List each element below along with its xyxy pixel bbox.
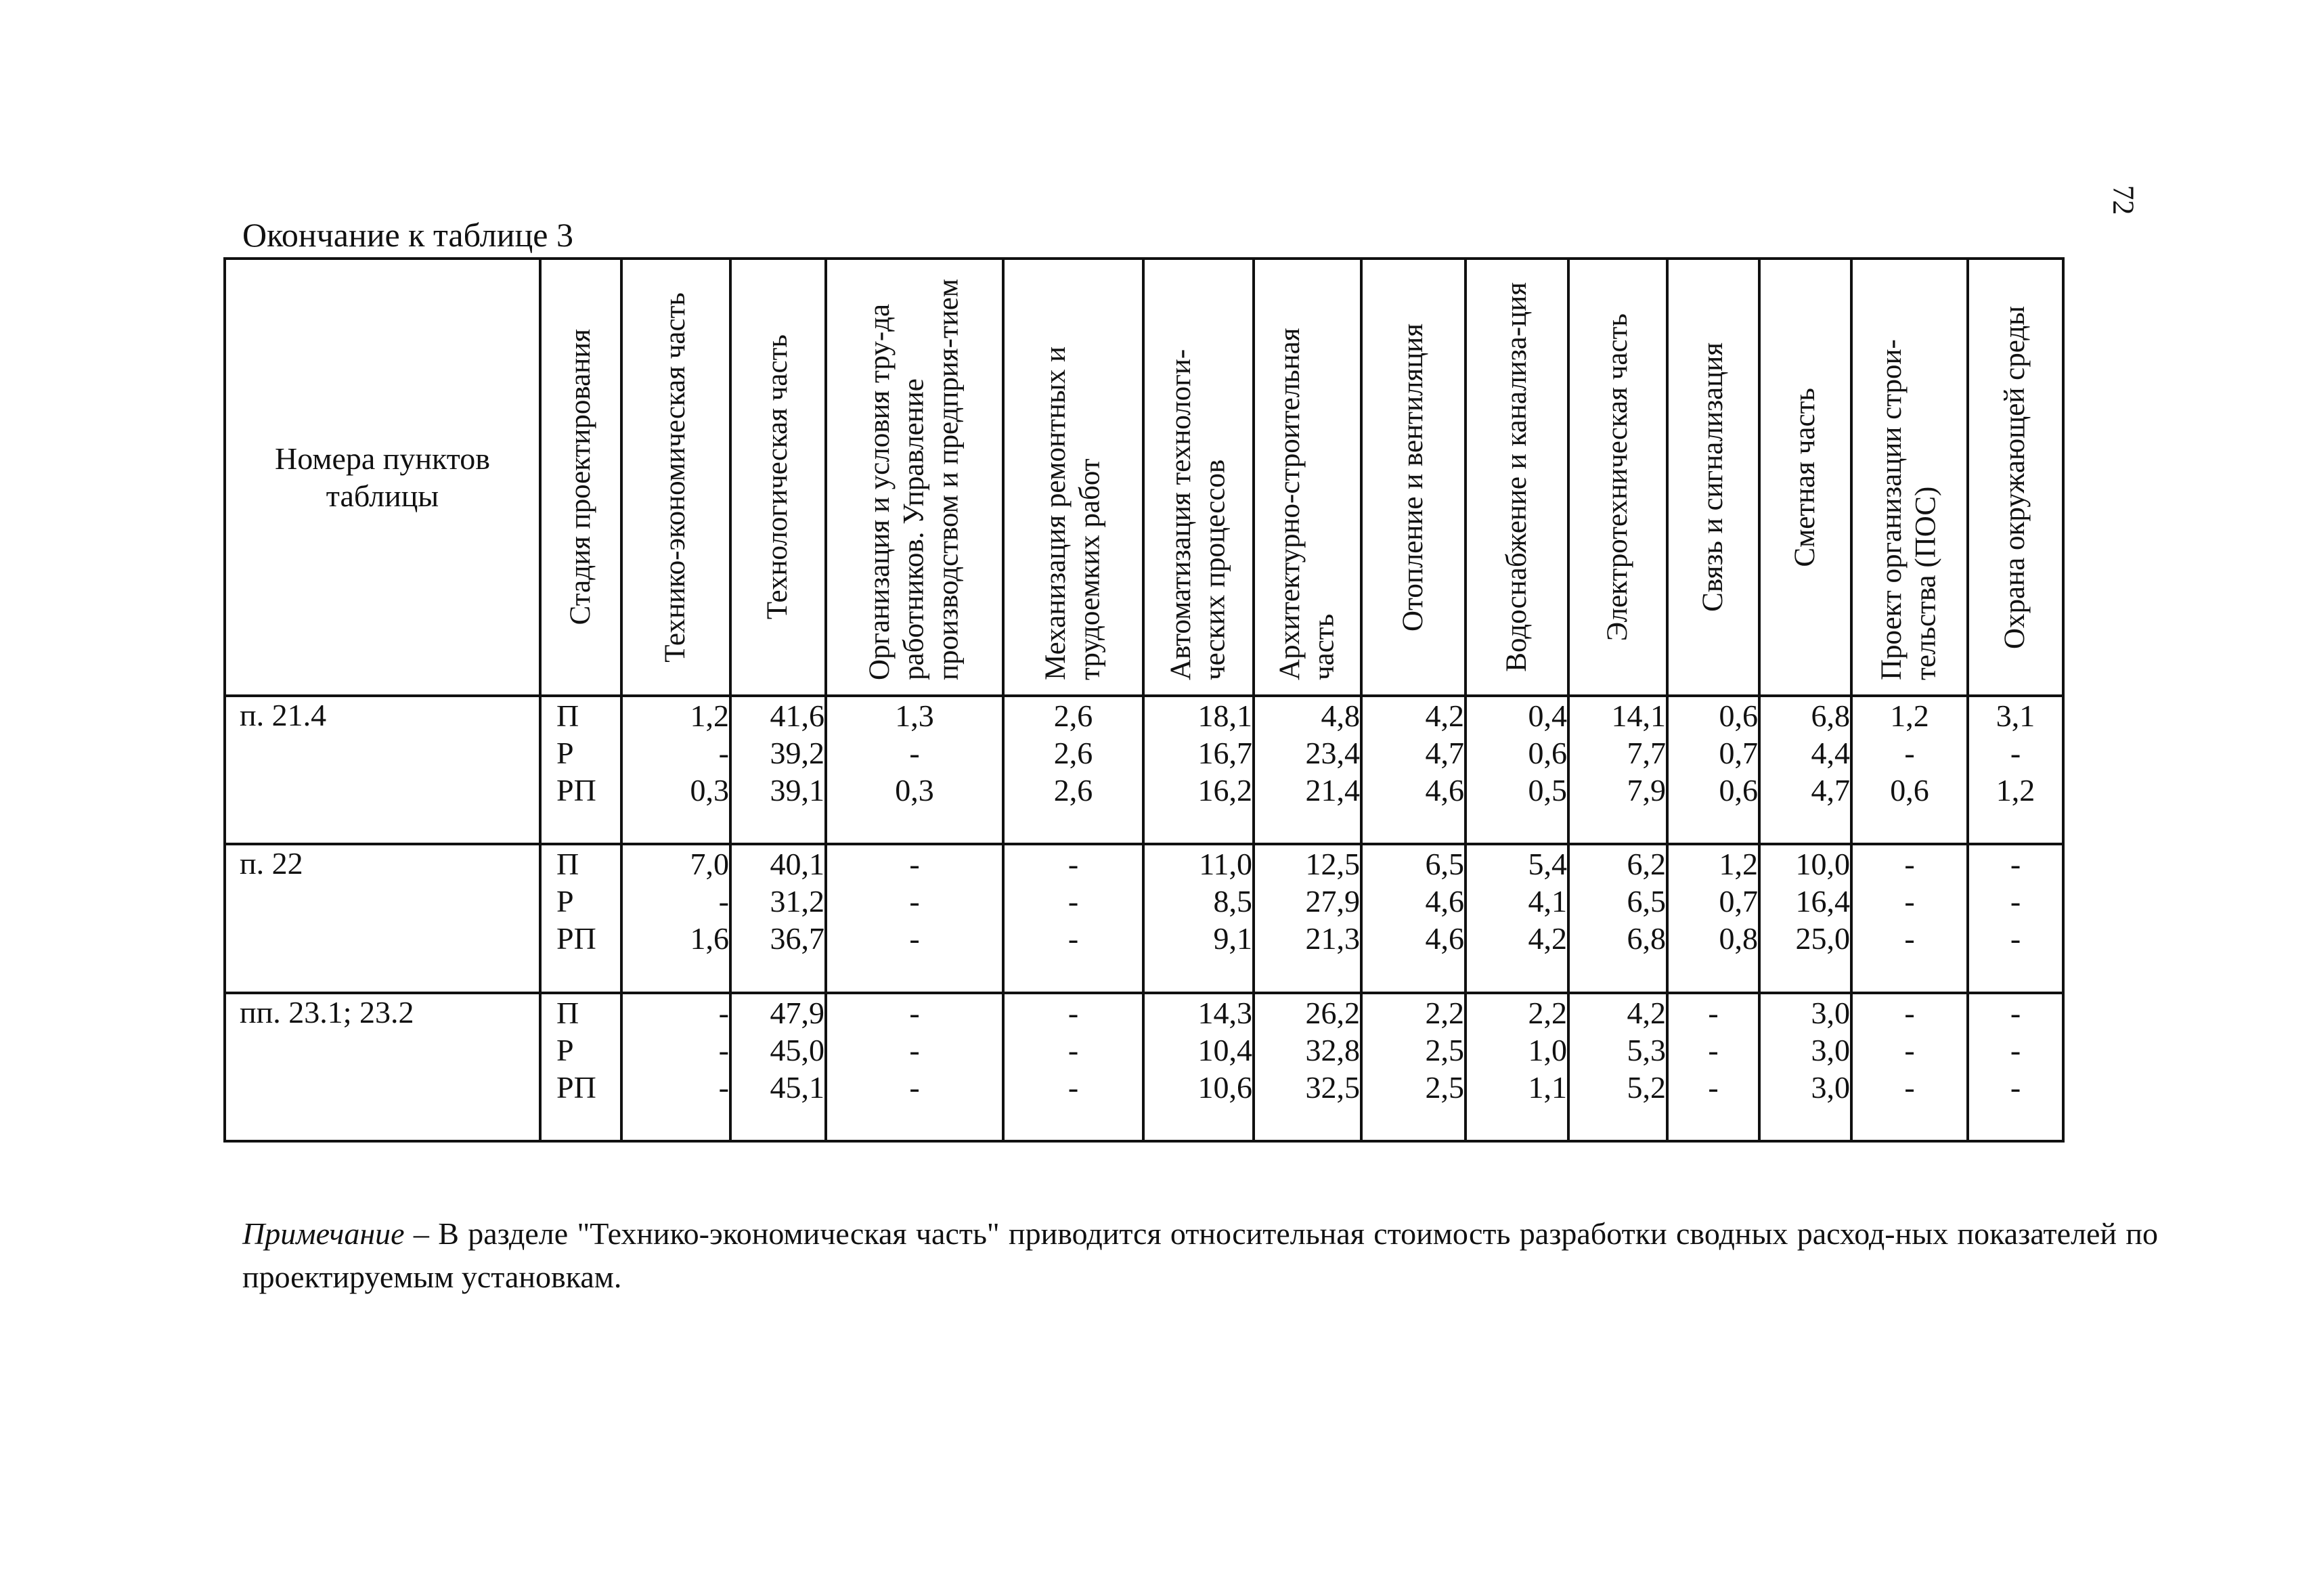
value-cell bbox=[826, 696, 1003, 844]
cell-value: 1,6 bbox=[690, 921, 729, 956]
cell-value: 5,3 bbox=[1627, 1032, 1666, 1067]
cell-value: 4,8 bbox=[1321, 699, 1360, 733]
header-col-text: Отопление и вентиляция bbox=[1396, 323, 1429, 631]
header-col-text: Организация и условия тру-да работников. Управление производством и предприя-тием bbox=[863, 278, 965, 680]
value-cell bbox=[621, 696, 730, 844]
cell-value: Р bbox=[556, 1032, 574, 1067]
table-row bbox=[225, 696, 2063, 844]
cell-value: Р bbox=[556, 884, 574, 919]
cell-value: РП bbox=[556, 1069, 596, 1105]
cell-value: 21,3 bbox=[1305, 921, 1360, 956]
cell-value: 39,2 bbox=[770, 736, 824, 770]
cell-value: 11,0 bbox=[1199, 847, 1252, 882]
cell-value: 0,3 bbox=[690, 773, 729, 807]
value-cell bbox=[826, 844, 1003, 992]
footnote bbox=[242, 1212, 2158, 1299]
cell-value: - bbox=[1904, 847, 1915, 882]
cell-value: 45,0 bbox=[770, 1032, 824, 1067]
cell-value: 4,7 bbox=[1811, 773, 1850, 807]
data-table bbox=[223, 257, 2065, 1143]
cell-value: 10,0 bbox=[1795, 847, 1850, 882]
cell-value: П bbox=[556, 995, 579, 1030]
cell-value: 0,6 bbox=[1719, 699, 1758, 733]
cell-value: - bbox=[718, 736, 729, 770]
cell-value: 2,6 bbox=[1053, 699, 1093, 733]
cell-value: 16,4 bbox=[1795, 884, 1850, 919]
cell-value: - bbox=[2010, 847, 2021, 882]
cell-value: 3,0 bbox=[1811, 1069, 1850, 1105]
header-col-text: Связь и сигнализация bbox=[1696, 342, 1729, 612]
cell-value: 6,5 bbox=[1425, 847, 1464, 882]
cell-value: 7,0 bbox=[690, 847, 729, 882]
value-cell bbox=[1254, 993, 1361, 1141]
value-cell bbox=[1759, 696, 1851, 844]
cell-value: 21,4 bbox=[1305, 773, 1360, 807]
cell-value: 5,2 bbox=[1627, 1069, 1666, 1105]
cell-value: 4,4 bbox=[1811, 736, 1850, 770]
cell-value: 5,4 bbox=[1528, 847, 1567, 882]
cell-value: - bbox=[2010, 995, 2021, 1030]
table-body bbox=[225, 696, 2063, 1141]
cell-value: 2,6 bbox=[1053, 736, 1093, 770]
cell-value: - bbox=[1708, 1032, 1719, 1067]
cell-value: РП bbox=[556, 773, 596, 807]
header-col-text: Архитектурно-строительная часть bbox=[1273, 328, 1340, 680]
header-col-text: Автоматизация технологи-ческих процессов bbox=[1164, 349, 1231, 680]
value-cell bbox=[826, 993, 1003, 1141]
cell-value: 26,2 bbox=[1305, 995, 1360, 1030]
cell-value: - bbox=[718, 884, 729, 919]
cell-value: 8,5 bbox=[1213, 884, 1252, 919]
value-cell bbox=[1568, 696, 1667, 844]
value-cell bbox=[1759, 844, 1851, 992]
value-cell bbox=[1254, 696, 1361, 844]
cell-value: 31,2 bbox=[770, 884, 824, 919]
cell-value: - bbox=[2010, 884, 2021, 919]
cell-value: - bbox=[909, 995, 920, 1030]
value-cell bbox=[1568, 993, 1667, 1141]
header-col-text: Технико-экономическая часть bbox=[659, 292, 692, 663]
header-col bbox=[1466, 259, 1568, 696]
cell-value: - bbox=[1067, 995, 1079, 1030]
header-col-text: Технологическая часть bbox=[762, 334, 794, 620]
header-col-text: Водоснабжение и канализа-ция bbox=[1500, 282, 1533, 672]
cell-value: 0,5 bbox=[1528, 773, 1567, 807]
header-col bbox=[1851, 259, 1968, 696]
cell-value: 10,6 bbox=[1197, 1069, 1252, 1105]
header-col bbox=[1568, 259, 1667, 696]
cell-value: 0,8 bbox=[1719, 921, 1758, 956]
stage-cell bbox=[540, 844, 621, 992]
cell-value: - bbox=[718, 1069, 729, 1105]
cell-value: 0,6 bbox=[1890, 773, 1929, 807]
cell-value: 1,1 bbox=[1528, 1069, 1567, 1105]
cell-value: 27,9 bbox=[1305, 884, 1360, 919]
value-cell bbox=[1003, 696, 1143, 844]
cell-value: 4,7 bbox=[1425, 736, 1464, 770]
value-cell bbox=[1667, 993, 1759, 1141]
cell-value: - bbox=[1708, 1069, 1719, 1105]
cell-value: 2,6 bbox=[1053, 773, 1093, 807]
cell-value: - bbox=[1067, 921, 1079, 956]
cell-value: - bbox=[2010, 1069, 2021, 1105]
table-caption: Окончание к таблице 3 bbox=[242, 216, 573, 254]
value-cell bbox=[1968, 993, 2063, 1141]
cell-value: - bbox=[909, 736, 920, 770]
header-col bbox=[1759, 259, 1851, 696]
cell-value: 1,3 bbox=[895, 699, 934, 733]
cell-value: - bbox=[1067, 884, 1079, 919]
cell-value: 2,5 bbox=[1425, 1032, 1464, 1067]
cell-value: 14,3 bbox=[1197, 995, 1252, 1030]
header-col bbox=[1254, 259, 1361, 696]
value-cell bbox=[1851, 844, 1968, 992]
header-col-text: Проект организации строи-тельства (ПОС) bbox=[1876, 339, 1942, 680]
cell-value: - bbox=[2010, 736, 2021, 770]
table-row bbox=[225, 993, 2063, 1141]
header-col-text: Электротехническая часть bbox=[1601, 313, 1633, 642]
header-col bbox=[826, 259, 1003, 696]
cell-value: 0,3 bbox=[895, 773, 934, 807]
cell-value: - bbox=[1067, 847, 1079, 882]
value-cell bbox=[1466, 844, 1568, 992]
cell-value: 3,0 bbox=[1811, 1032, 1850, 1067]
cell-value: 4,2 bbox=[1627, 995, 1666, 1030]
header-col bbox=[1968, 259, 2063, 696]
header-col-text: Сметная часть bbox=[1788, 387, 1821, 567]
cell-value: 0,6 bbox=[1528, 736, 1567, 770]
cell-value: 4,1 bbox=[1528, 884, 1567, 919]
row-label: пп. 23.1; 23.2 bbox=[225, 993, 540, 1141]
cell-value: 6,5 bbox=[1627, 884, 1666, 919]
value-cell bbox=[1968, 844, 2063, 992]
cell-value: 6,2 bbox=[1627, 847, 1666, 882]
cell-value: - bbox=[1067, 1032, 1079, 1067]
value-cell bbox=[1143, 993, 1254, 1141]
header-stage bbox=[540, 259, 621, 696]
value-cell bbox=[730, 993, 826, 1141]
row-label: п. 22 bbox=[225, 844, 540, 992]
value-cell bbox=[621, 844, 730, 992]
cell-value: - bbox=[1904, 1069, 1915, 1105]
cell-value: 1,2 bbox=[1719, 847, 1758, 882]
cell-value: 0,6 bbox=[1719, 773, 1758, 807]
header-row bbox=[225, 259, 2063, 696]
cell-value: 32,8 bbox=[1305, 1032, 1360, 1067]
value-cell bbox=[1143, 696, 1254, 844]
header-col bbox=[1143, 259, 1254, 696]
header-col bbox=[1361, 259, 1466, 696]
value-cell bbox=[1568, 844, 1667, 992]
cell-value: - bbox=[909, 884, 920, 919]
cell-value: 4,2 bbox=[1528, 921, 1567, 956]
value-cell bbox=[1361, 844, 1466, 992]
header-col bbox=[1003, 259, 1143, 696]
cell-value: - bbox=[1904, 1032, 1915, 1067]
cell-value: 2,2 bbox=[1425, 995, 1464, 1030]
cell-value: - bbox=[1904, 736, 1915, 770]
cell-value: 3,0 bbox=[1811, 995, 1850, 1030]
header-col-text: Механизация ремонтных и трудоемких работ bbox=[1039, 346, 1106, 680]
cell-value: 23,4 bbox=[1305, 736, 1360, 770]
header-col-text: Охрана окружающей среды bbox=[1999, 305, 2031, 649]
value-cell bbox=[1667, 696, 1759, 844]
value-cell bbox=[1254, 844, 1361, 992]
cell-value: 18,1 bbox=[1197, 699, 1252, 733]
stage-cell bbox=[540, 993, 621, 1141]
cell-value: 1,2 bbox=[1890, 699, 1929, 733]
value-cell bbox=[1143, 844, 1254, 992]
cell-value: 7,7 bbox=[1627, 736, 1666, 770]
cell-value: 39,1 bbox=[770, 773, 824, 807]
header-col bbox=[1667, 259, 1759, 696]
cell-value: 1,2 bbox=[690, 699, 729, 733]
header-stage-text: Стадия проектирования bbox=[564, 329, 596, 625]
cell-value: 2,5 bbox=[1425, 1069, 1464, 1105]
cell-value: - bbox=[1708, 995, 1719, 1030]
value-cell bbox=[1003, 993, 1143, 1141]
cell-value: 32,5 bbox=[1305, 1069, 1360, 1105]
cell-value: 0,7 bbox=[1719, 884, 1758, 919]
cell-value: - bbox=[2010, 921, 2021, 956]
cell-value: РП bbox=[556, 921, 596, 956]
value-cell bbox=[1466, 696, 1568, 844]
cell-value: - bbox=[909, 921, 920, 956]
value-cell bbox=[1466, 993, 1568, 1141]
cell-value: - bbox=[718, 1032, 729, 1067]
cell-value: - bbox=[909, 847, 920, 882]
cell-value: 41,6 bbox=[770, 699, 824, 733]
cell-value: - bbox=[2010, 1032, 2021, 1067]
row-label: п. 21.4 bbox=[225, 696, 540, 844]
cell-value: 6,8 bbox=[1627, 921, 1666, 956]
value-cell bbox=[730, 844, 826, 992]
cell-value: 16,7 bbox=[1197, 736, 1252, 770]
cell-value: 7,9 bbox=[1627, 773, 1666, 807]
cell-value: 1,0 bbox=[1528, 1032, 1567, 1067]
cell-value: 4,6 bbox=[1425, 921, 1464, 956]
cell-value: 14,1 bbox=[1611, 699, 1666, 733]
cell-value: 45,1 bbox=[770, 1069, 824, 1105]
cell-value: 16,2 bbox=[1197, 773, 1252, 807]
page-number: 72 bbox=[2107, 185, 2140, 215]
cell-value: 4,6 bbox=[1425, 884, 1464, 919]
footnote-label: Примечание bbox=[242, 1216, 405, 1251]
cell-value: - bbox=[909, 1032, 920, 1067]
value-cell bbox=[730, 696, 826, 844]
cell-value: 12,5 bbox=[1305, 847, 1360, 882]
cell-value: 1,2 bbox=[1996, 773, 2035, 807]
value-cell bbox=[1759, 993, 1851, 1141]
cell-value: - bbox=[1904, 995, 1915, 1030]
cell-value: 9,1 bbox=[1213, 921, 1252, 956]
value-cell bbox=[621, 993, 730, 1141]
header-col bbox=[621, 259, 730, 696]
cell-value: 6,8 bbox=[1811, 699, 1850, 733]
value-cell bbox=[1361, 696, 1466, 844]
cell-value: - bbox=[718, 995, 729, 1030]
cell-value: П bbox=[556, 847, 579, 882]
cell-value: 25,0 bbox=[1795, 921, 1850, 956]
cell-value: 36,7 bbox=[770, 921, 824, 956]
cell-value: - bbox=[1067, 1069, 1079, 1105]
cell-value: П bbox=[556, 699, 579, 733]
cell-value: 0,7 bbox=[1719, 736, 1758, 770]
footnote-text: – В разделе "Технико-экономическая часть" приводится относительная стоимость разработки сводных расход-ных показателей по проектируемым установкам. bbox=[242, 1216, 2158, 1294]
cell-value: 10,4 bbox=[1197, 1032, 1252, 1067]
value-cell bbox=[1361, 993, 1466, 1141]
header-row-label: Номера пунктов таблицы bbox=[225, 259, 540, 696]
header-col bbox=[730, 259, 826, 696]
value-cell bbox=[1003, 844, 1143, 992]
cell-value: 4,2 bbox=[1425, 699, 1464, 733]
cell-value: 47,9 bbox=[770, 995, 824, 1030]
value-cell bbox=[1968, 696, 2063, 844]
cell-value: 4,6 bbox=[1425, 773, 1464, 807]
cell-value: - bbox=[909, 1069, 920, 1105]
cell-value: Р bbox=[556, 736, 574, 770]
cell-value: 0,4 bbox=[1528, 699, 1567, 733]
cell-value: 3,1 bbox=[1996, 699, 2035, 733]
cell-value: - bbox=[1904, 921, 1915, 956]
value-cell bbox=[1851, 696, 1968, 844]
cell-value: 2,2 bbox=[1528, 995, 1567, 1030]
cell-value: - bbox=[1904, 884, 1915, 919]
table-row bbox=[225, 844, 2063, 992]
cell-value: 40,1 bbox=[770, 847, 824, 882]
value-cell bbox=[1851, 993, 1968, 1141]
value-cell bbox=[1667, 844, 1759, 992]
stage-cell bbox=[540, 696, 621, 844]
